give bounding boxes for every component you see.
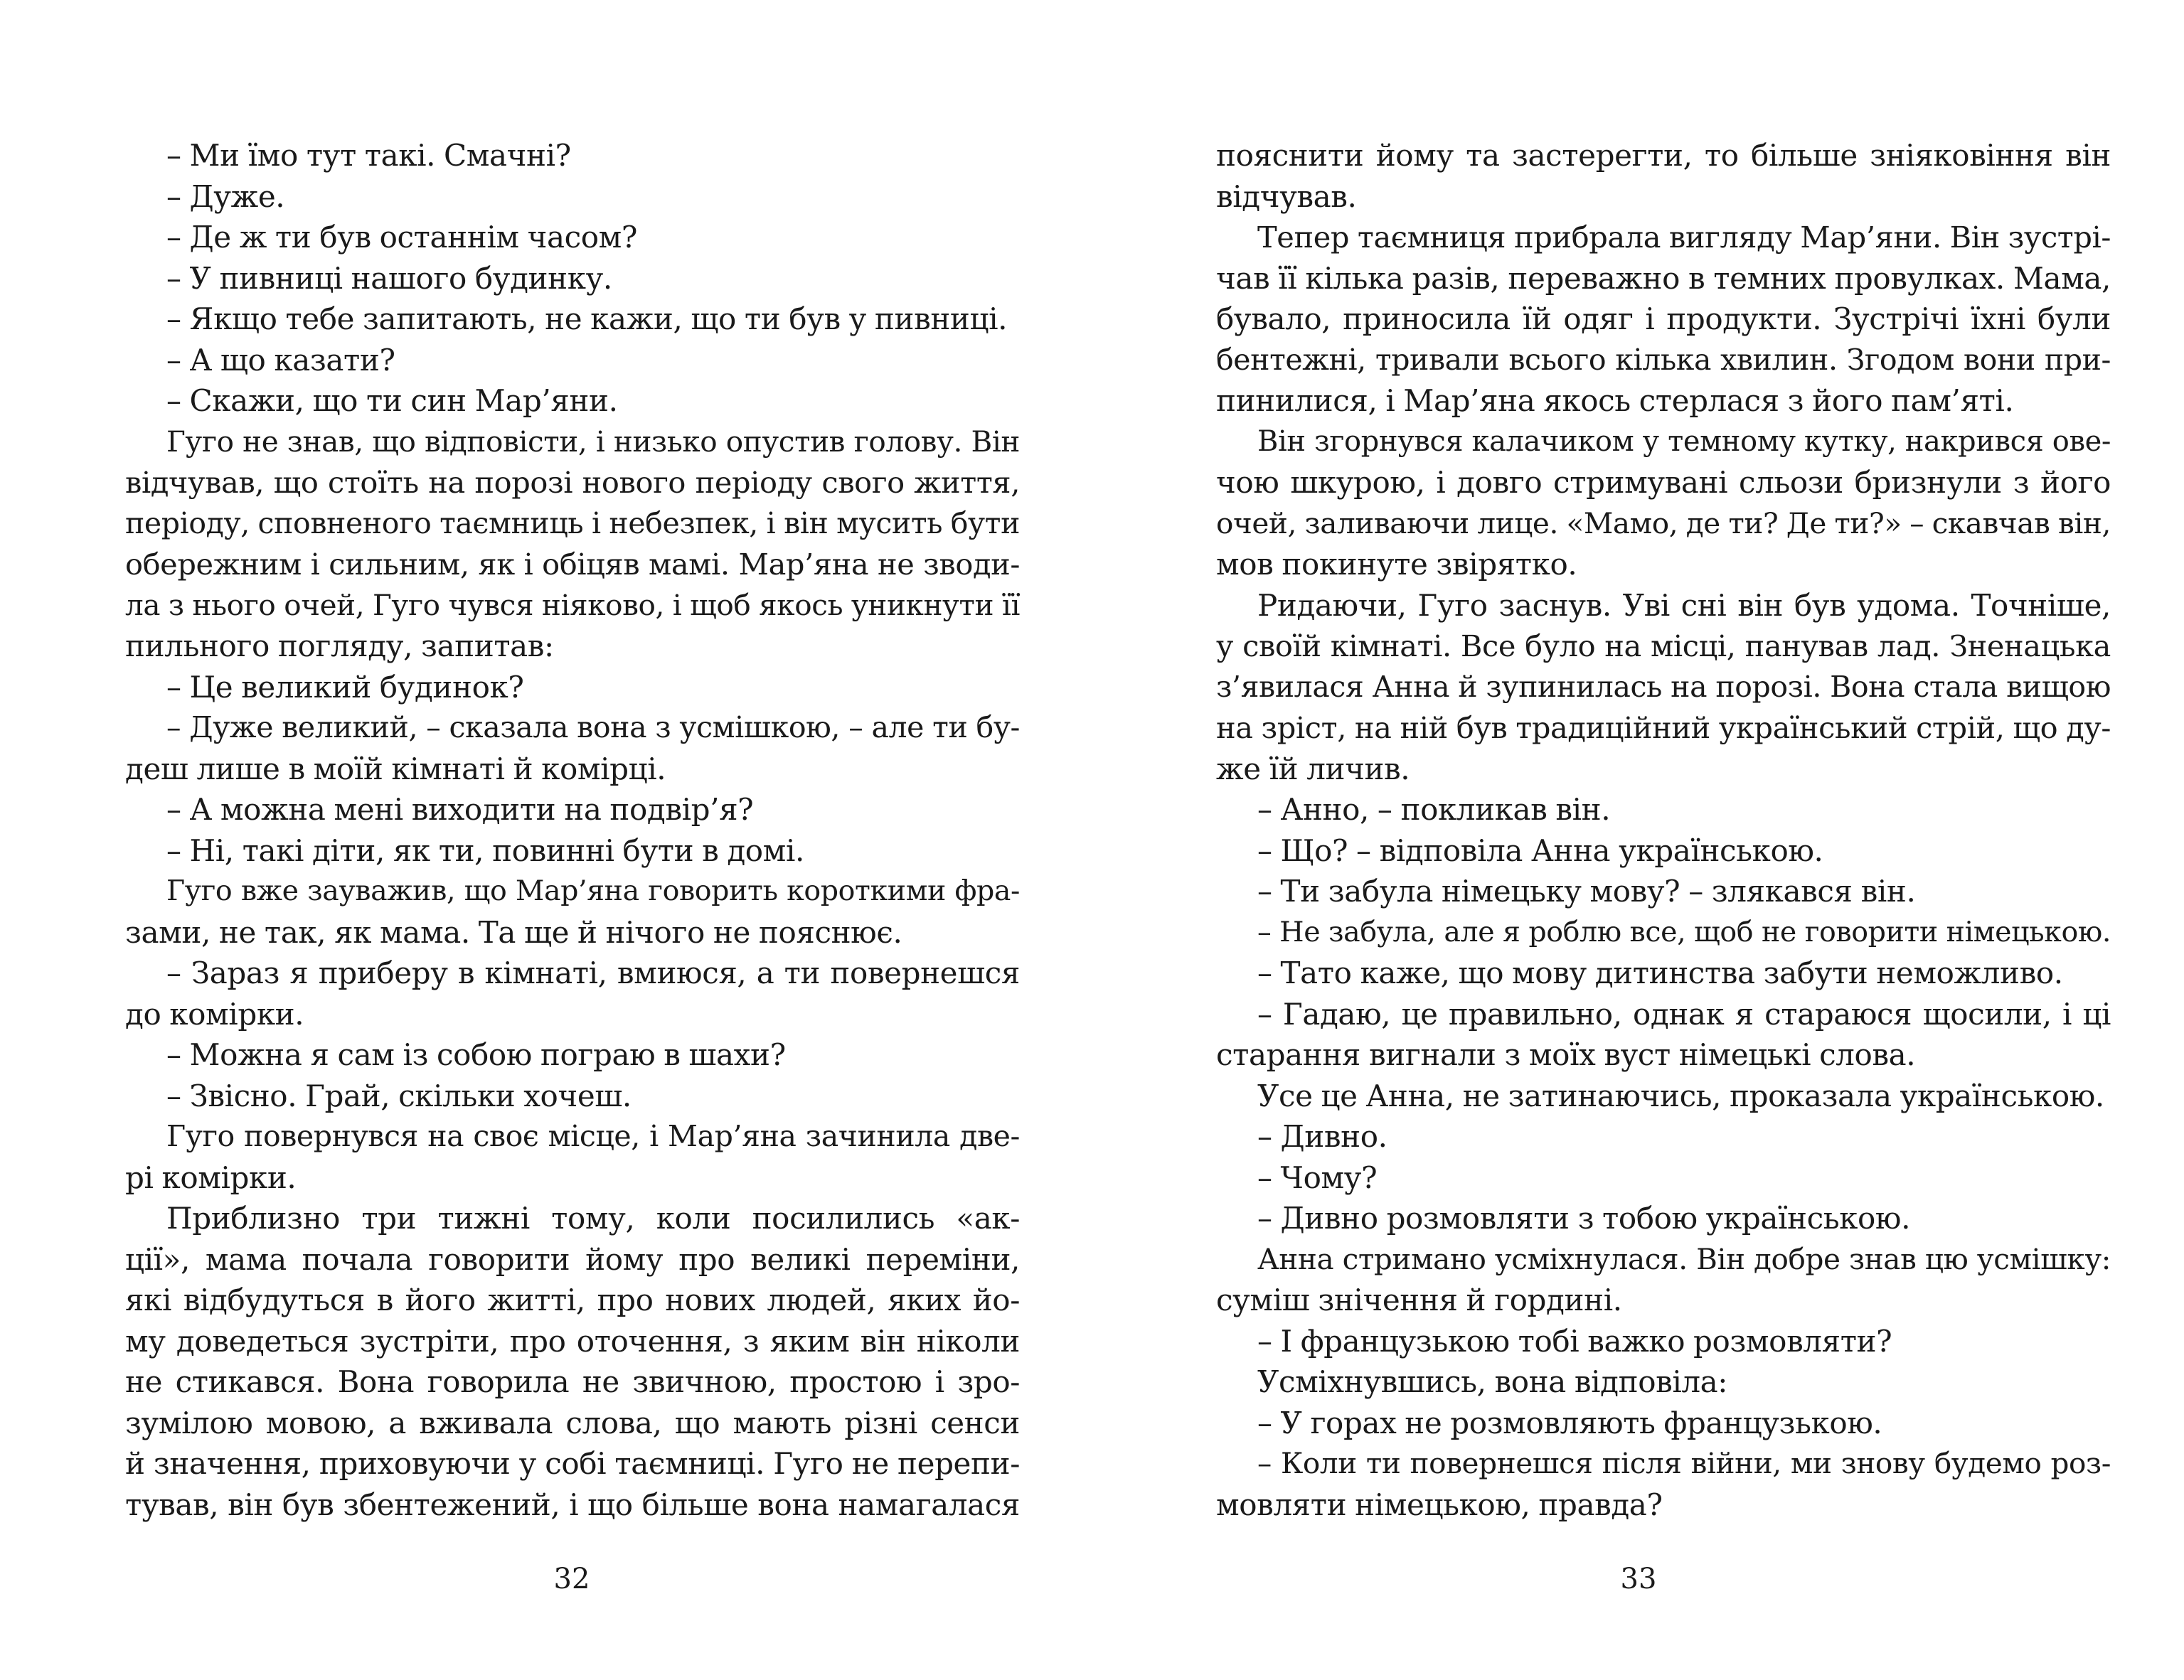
text-line: періоду, сповненого таємниць і небезпек, і він мусить бути: [125, 505, 1020, 540]
text-line: у своїй кімнаті. Все було на місці, панував лад. Зненацька: [1216, 628, 2111, 663]
text-line: ції», мама почала говорити йому про великі переміни,: [125, 1241, 1020, 1277]
text-line: Усміхнувшись, вона відповіла:: [1257, 1364, 1728, 1399]
text-line: – У горах не розмовляють французькою.: [1257, 1405, 1882, 1440]
text-line: – Якщо тебе запитають, не кажи, що ти був у пивниці.: [166, 301, 1008, 336]
text-line: й значення, приховуючи у собі таємниці. Гуго не перепи-: [125, 1446, 1020, 1481]
text-line: суміш знічення й гордині.: [1216, 1283, 1622, 1317]
left-page-text: [125, 135, 1020, 1525]
text-line: – Ні, такі діти, як ти, повинні бути в домі.: [166, 833, 804, 868]
text-line: – А що казати?: [166, 342, 395, 378]
text-line: на зріст, на ній був традиційний український стрій, що ду-: [1216, 710, 2111, 745]
text-line: – Це великий будинок?: [166, 669, 524, 705]
text-line: Він згорнувся калачиком у темному кутку, накрився ове-: [1257, 424, 2111, 458]
text-line: Усе це Анна, не затинаючись, проказала українською.: [1257, 1078, 2104, 1113]
text-line: Ридаючи, Гуго заснув. Уві сні він був удома. Точніше,: [1257, 587, 2111, 623]
text-line: – Не забула, але я роблю все, щоб не говорити німецькою.: [1257, 915, 2111, 948]
text-line: му доведеться зустріти, про оточення, з яким він ніколи: [125, 1323, 1020, 1359]
text-line: мов покинуте звірятко.: [1216, 547, 1577, 582]
text-line: тував, він був збентежений, і що більше вона намагалася: [125, 1487, 1020, 1522]
text-line: які відбудуться в його житті, про нових людей, яких йо-: [125, 1283, 1020, 1317]
text-line: Гуго вже зауважив, що Мар’яна говорить короткими фра-: [166, 874, 1020, 907]
text-line: Гуго повернувся на своє місце, і Мар’яна зачинила две-: [166, 1119, 1020, 1153]
text-line: обережним і сильним, як і обіцяв мамі. Мар’яна не зводи-: [125, 547, 1020, 582]
text-line: пояснити йому та застерегти, то більше зніяковіння він: [1216, 138, 2111, 173]
right-page-number: 33: [1620, 1563, 1657, 1595]
text-line: бентежні, тривали всього кілька хвилин. Згодом вони при-: [1216, 342, 2111, 377]
text-line: пильного погляду, запитав:: [125, 628, 554, 663]
text-line: Приблизно три тижні тому, коли посилились «ак-: [166, 1201, 1020, 1236]
text-line: – У пивниці нашого будинку.: [166, 260, 612, 296]
text-line: – Що? – відповіла Анна українською.: [1257, 833, 1823, 868]
text-line: старання вигнали з моїх вуст німецькі слова.: [1216, 1037, 1916, 1072]
text-line: – Де ж ти був останнім часом?: [166, 220, 637, 255]
text-line: зами, не так, як мама. Та ще й нічого не пояснює.: [125, 914, 902, 950]
text-line: зумілою мовою, а вживала слова, що мають різні сенси: [125, 1405, 1020, 1440]
text-line: деш лише в моїй кімнаті й комірці.: [125, 751, 666, 786]
text-line: Гуго не знав, що відповісти, і низько опустив голову. Він: [166, 424, 1020, 459]
text-line: – Дивно.: [1257, 1119, 1387, 1154]
text-line: – Гадаю, це правильно, однак я стараюся щосили, і ці: [1257, 996, 2111, 1032]
right-page-text: [1216, 135, 2111, 1525]
text-line: бувало, приносила їй одяг і продукти. Зустрічі їхні були: [1216, 301, 2111, 336]
text-line: ла з нього очей, Гуго чувся ніяково, і щоб якось уникнути її: [125, 587, 1020, 622]
text-line: Тепер таємниця прибрала вигляду Мар’яни. Він зустрі-: [1257, 220, 2111, 255]
text-line: – Чому?: [1257, 1160, 1378, 1195]
text-line: – Звісно. Грай, скільки хочеш.: [166, 1078, 632, 1113]
text-line: – Ми їмо тут такі. Смачні?: [166, 138, 571, 173]
text-line: – Ти забула німецьку мову? – злякався він.: [1257, 874, 1916, 909]
text-line: відчував, що стоїть на порозі нового періоду свого життя,: [125, 465, 1020, 500]
text-line: – Дуже.: [166, 178, 285, 214]
text-line: Анна стримано усміхнулася. Він добре знав цю усмішку:: [1257, 1241, 2111, 1276]
right-page: [1092, 0, 2184, 1680]
text-line: – А можна мені виходити на подвір’я?: [166, 792, 754, 827]
left-page-number: 32: [553, 1563, 590, 1595]
text-line: – Дуже великий, – сказала вона з усмішкою, – але ти бу-: [166, 710, 1020, 744]
text-line: очей, заливаючи лице. «Мамо, де ти? Де ти?» – скавчав він,: [1216, 505, 2111, 540]
text-line: же їй личив.: [1216, 751, 1410, 786]
text-line: – Анно, – покликав він.: [1257, 792, 1611, 827]
text-line: чав її кілька разів, переважно в темних провулках. Мама,: [1216, 260, 2111, 296]
text-line: чою шкурою, і довго стримувані сльози бризнули з його: [1216, 465, 2111, 500]
text-line: мовляти німецькою, правда?: [1216, 1487, 1663, 1522]
text-line: – І французькою тобі важко розмовляти?: [1257, 1323, 1892, 1359]
text-line: рі комірки.: [125, 1160, 297, 1195]
text-line: – Можна я сам із собою пограю в шахи?: [166, 1037, 786, 1072]
text-line: відчував.: [1216, 178, 1357, 214]
text-line: – Зараз я приберу в кімнаті, вмиюся, а ти повернешся: [166, 956, 1020, 990]
text-line: пинилися, і Мар’яна якось стерлася з його пам’яті.: [1216, 383, 2014, 418]
text-line: – Скажи, що ти син Мар’яни.: [166, 383, 618, 418]
text-line: до комірки.: [125, 996, 304, 1032]
text-line: з’явилася Анна й зупинилась на порозі. Вона стала вищою: [1216, 669, 2111, 704]
text-line: – Дивно розмовляти з тобою українською.: [1257, 1201, 1911, 1236]
text-line: – Тато каже, що мову дитинства забути неможливо.: [1257, 956, 2063, 990]
text-line: – Коли ти повернешся після війни, ми знову будемо роз-: [1257, 1446, 2111, 1480]
text-line: не стикався. Вона говорила не звичною, простою і зро-: [125, 1364, 1020, 1399]
